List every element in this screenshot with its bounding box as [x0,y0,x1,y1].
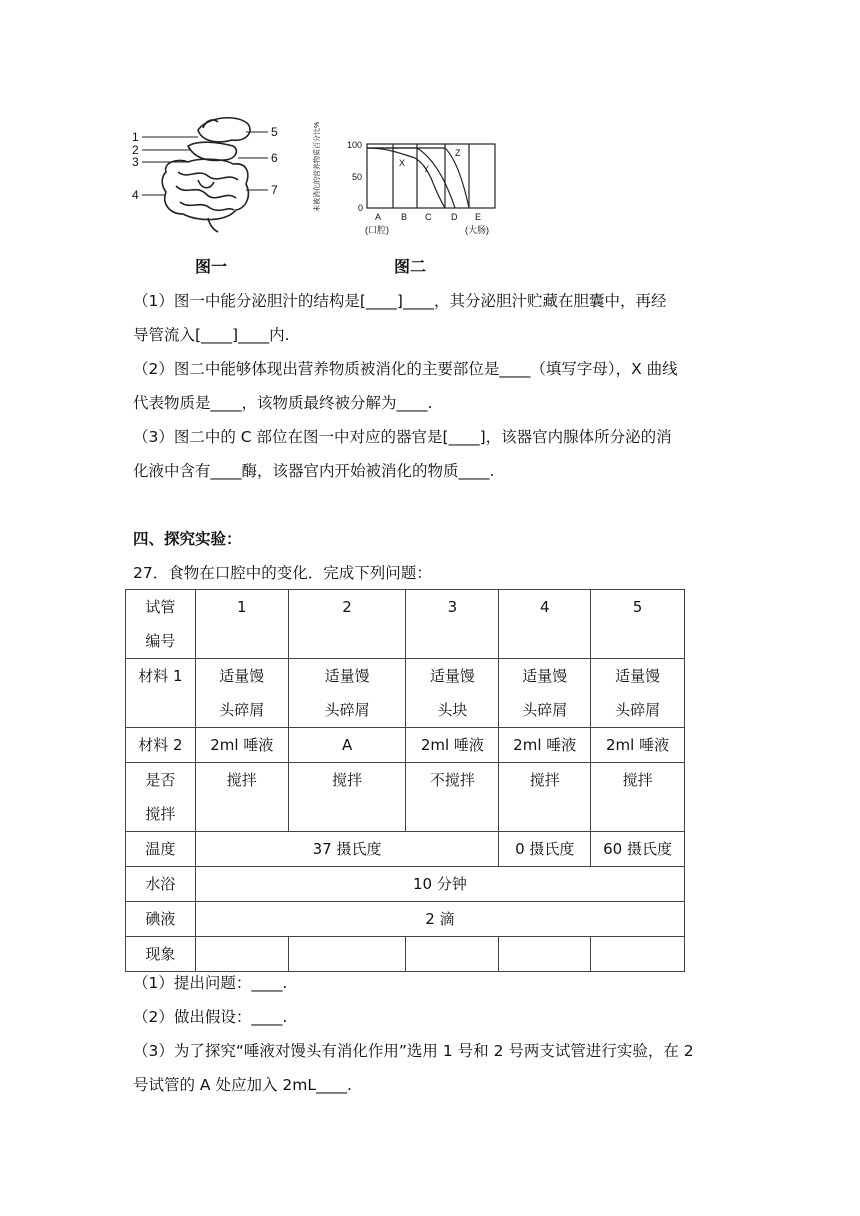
experiment-table [125,589,685,972]
fig2-y-axis-label: 未被消化的营养物质百分比% [314,121,321,212]
table-row-material-2 [126,728,685,763]
row-label: 试管 编号 [126,590,196,659]
fig2-curve-x: X [399,158,406,168]
fig2-xtick-e: E [475,212,482,222]
table-cell: 2 [288,590,406,659]
figure-2-caption: 图二 [394,257,427,276]
row-label: 水浴 [126,867,196,902]
table-row-material-1 [126,659,685,728]
fig1-label-6: 6 [271,151,278,165]
table-row-tube [126,590,685,659]
fig2-xtick-b: B [401,212,408,222]
fig1-label-5: 5 [271,125,278,139]
fig2-xtick-d: D [451,212,458,222]
table-cell: A [288,728,406,763]
q27-3-line-1: （3）为了探究“唾液对馒头有消化作用”选用 1 号和 2 号两支试管进行实验，在 2 [133,1042,694,1060]
q27-3-line-2: 号试管的 A 处应加入 2mL____. [133,1076,352,1094]
row-label: 材料 2 [126,728,196,763]
q1-line-1: （1）图一中能分泌胆汁的结构是[____]____，其分泌胆汁贮藏在胆囊中，再经 [133,292,667,310]
q3-line-2: 化液中含有____酶，该器官内开始被消化的物质____. [133,462,495,480]
table-cell: 适量馒 头碎屑 [288,659,406,728]
fig2-xtick-c: C [425,212,432,222]
row-label: 材料 1 [126,659,196,728]
fig2-ytick-0: 0 [358,203,364,213]
fig1-label-3: 3 [132,155,139,169]
table-cell: 4 [499,590,591,659]
table-cell: 不搅拌 [406,763,499,832]
figure-2-digestion-curves [305,118,510,240]
table-row-water-bath [126,867,685,902]
table-cell: 搅拌 [591,763,685,832]
table-cell-merged: 37 摄氏度 [195,832,498,867]
q27-2: （2）做出假设：____. [133,1008,288,1026]
table-cell: 2ml 唾液 [591,728,685,763]
table-cell: 2ml 唾液 [499,728,591,763]
fig2-ytick-100: 100 [347,140,363,150]
fig2-note-mouth: (口腔) [365,225,389,235]
q1-line-2: 导管流入[____]____内. [133,326,290,344]
table-cell: 适量馒 头碎屑 [499,659,591,728]
table-cell: 1 [195,590,288,659]
figure-1-digestive-system [128,110,288,235]
table-cell: 适量馒 头块 [406,659,499,728]
table-cell: 2ml 唾液 [195,728,288,763]
table-cell-merged: 2 滴 [195,902,684,937]
row-label: 是否 搅拌 [126,763,196,832]
table-cell: 3 [406,590,499,659]
table-row-temperature [126,832,685,867]
table-cell: 适量馒 头碎屑 [591,659,685,728]
fig2-xtick-a: A [375,212,382,222]
fig2-curve-y: Y [423,164,430,174]
table-cell: 60 摄氏度 [591,832,685,867]
q2-line-1: （2）图二中能够体现出营养物质被消化的主要部位是____（填写字母），X 曲线 [133,360,678,378]
fig2-ytick-50: 50 [352,172,363,182]
fig1-label-1: 1 [132,130,139,144]
section-title: 四、探究实验： [133,530,242,548]
row-label: 温度 [126,832,196,867]
fig2-note-large-intestine: (大肠) [465,225,489,235]
table-cell: 搅拌 [288,763,406,832]
q2-line-2: 代表物质是____，该物质最终被分解为____. [133,394,433,412]
row-label: 现象 [126,937,196,972]
table-cell: 搅拌 [499,763,591,832]
row-label: 碘液 [126,902,196,937]
fig1-label-4: 4 [132,188,139,202]
fig1-label-7: 7 [271,183,278,197]
table-cell: 搅拌 [195,763,288,832]
table-cell: 0 摄氏度 [499,832,591,867]
table-row-stir [126,763,685,832]
q27-1: （1）提出问题：____. [133,974,288,992]
question-27: 27．食物在口腔中的变化．完成下列问题： [133,564,432,582]
fig2-curve-z: Z [455,148,461,158]
table-cell: 5 [591,590,685,659]
table-cell: 适量馒 头碎屑 [195,659,288,728]
q3-line-1: （3）图二中的 C 部位在图一中对应的器官是[____]，该器官内腺体所分泌的消 [133,428,672,446]
figure-1-caption: 图一 [195,257,228,276]
fig1-label-2: 2 [132,143,139,157]
table-cell-merged: 10 分钟 [195,867,684,902]
table-cell: 2ml 唾液 [406,728,499,763]
table-row-iodine [126,902,685,937]
